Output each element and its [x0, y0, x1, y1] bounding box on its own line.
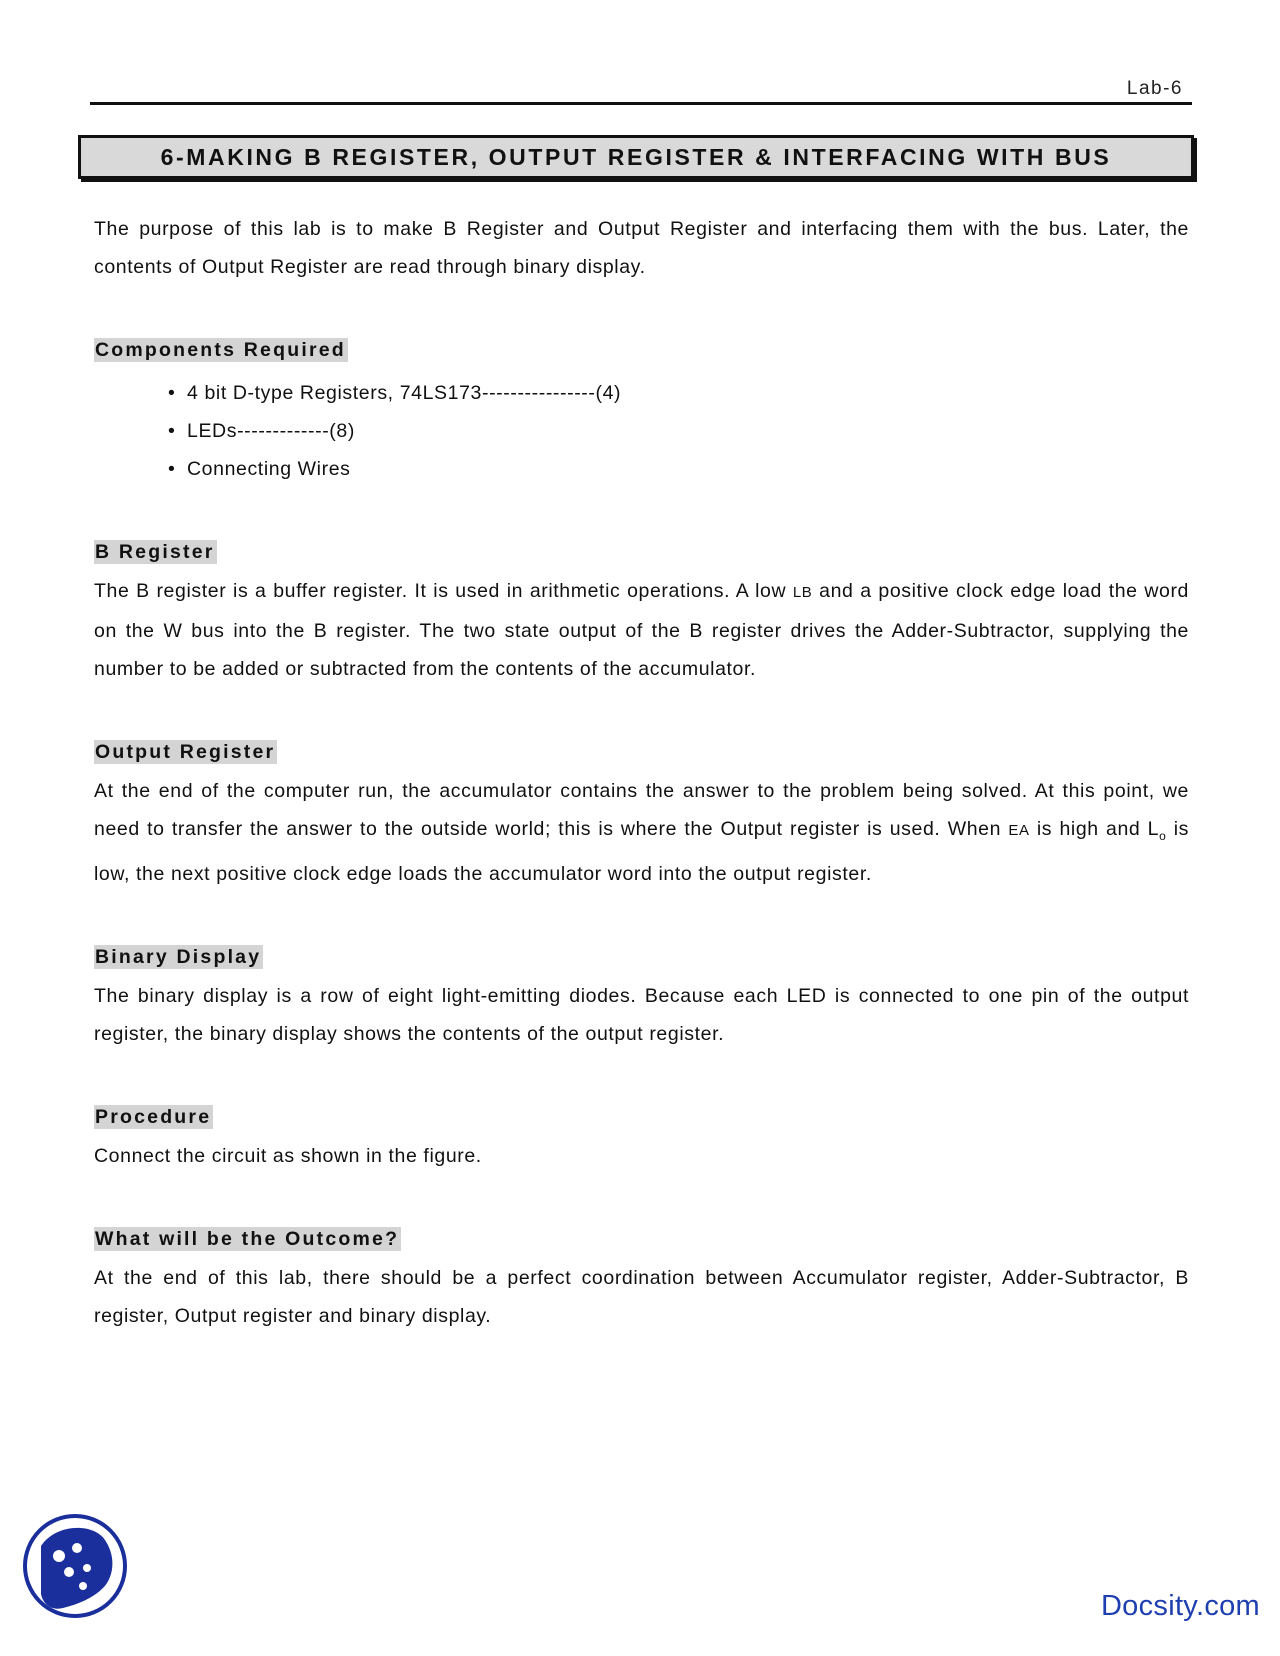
- components-list: [94, 374, 1189, 488]
- bullet-icon: •: [168, 420, 176, 442]
- list-item-text: Connecting Wires: [187, 458, 351, 480]
- content: [94, 210, 1189, 1335]
- docsity-watermark[interactable]: Docsity.com: [1100, 1590, 1260, 1622]
- docsity-logo-icon[interactable]: [21, 1512, 129, 1620]
- list-item: [168, 450, 1189, 488]
- lo-signal-main: L: [1147, 818, 1160, 840]
- outcome-section: [94, 1175, 1189, 1335]
- header-rule: [90, 102, 1192, 105]
- b-register-text-b: and a positive clock edge load the word on the W bus into the B register. The two state output of the B register drives the Adder-Subtractor, supplying the number to be added or subtracted from the contents of the accumulator.: [94, 580, 1189, 680]
- lo-signal-subscript: o: [1159, 828, 1167, 843]
- output-register-text-b: is high and: [1029, 818, 1148, 840]
- lo-signal: [1147, 818, 1167, 843]
- output-register-text-c: is low, the next positive clock edge loads the accumulator word into the output register.: [94, 818, 1189, 885]
- output-register-paragraph: [94, 772, 1189, 893]
- page-title: 6-MAKING B REGISTER, OUTPUT REGISTER & INTERFACING WITH BUS: [160, 143, 1112, 170]
- outcome-heading: What will be the Outcome?: [95, 1227, 400, 1250]
- binary-display-section: [94, 893, 1189, 1053]
- procedure-section: [94, 1053, 1189, 1175]
- bullet-icon: •: [168, 458, 176, 480]
- list-item: [168, 412, 1189, 450]
- outcome-paragraph: At the end of this lab, there should be a perfect coordination between Accumulator register, Adder-Subtractor, B register, Output register and binary display.: [94, 1266, 1189, 1327]
- components-heading: Components Required: [95, 339, 346, 361]
- output-register-section: [94, 688, 1189, 893]
- components-section: [94, 286, 1189, 488]
- list-item: [168, 374, 1189, 412]
- procedure-paragraph: Connect the circuit as shown in the figure.: [94, 1144, 482, 1167]
- b-register-heading: B Register: [95, 541, 215, 563]
- intro-paragraph: The purpose of this lab is to make B Register and Output Register and interfacing them with the bus. Later, the contents of Output Register are read through binary display.: [94, 218, 1189, 278]
- b-register-section: [94, 488, 1189, 688]
- output-register-heading: Output Register: [95, 741, 276, 763]
- binary-display-paragraph: The binary display is a row of eight light-emitting diodes. Because each LED is connected to one pin of the output register, the binary display shows the contents of the output register.: [94, 984, 1189, 1045]
- list-item-text: LEDs-------------(8): [187, 420, 355, 442]
- list-item-text: 4 bit D-type Registers, 74LS173----------------(4): [187, 382, 622, 404]
- b-register-text-a: The B register is a buffer register. It is used in arithmetic operations. A low: [94, 580, 793, 602]
- lb-signal: LB: [792, 584, 813, 601]
- lab-label: Lab-6: [1126, 78, 1183, 99]
- ea-signal: EA: [1008, 822, 1030, 839]
- binary-display-heading: Binary Display: [95, 945, 262, 968]
- bullet-icon: •: [168, 382, 176, 404]
- b-register-paragraph: [94, 572, 1189, 688]
- title-box: [78, 135, 1194, 179]
- procedure-heading: Procedure: [95, 1105, 212, 1128]
- output-register-text-a: At the end of the computer run, the accumulator contains the answer to the problem being solved. At this point, we need to transfer the answer to the outside world; this is where the Output register is used. When: [94, 780, 1189, 840]
